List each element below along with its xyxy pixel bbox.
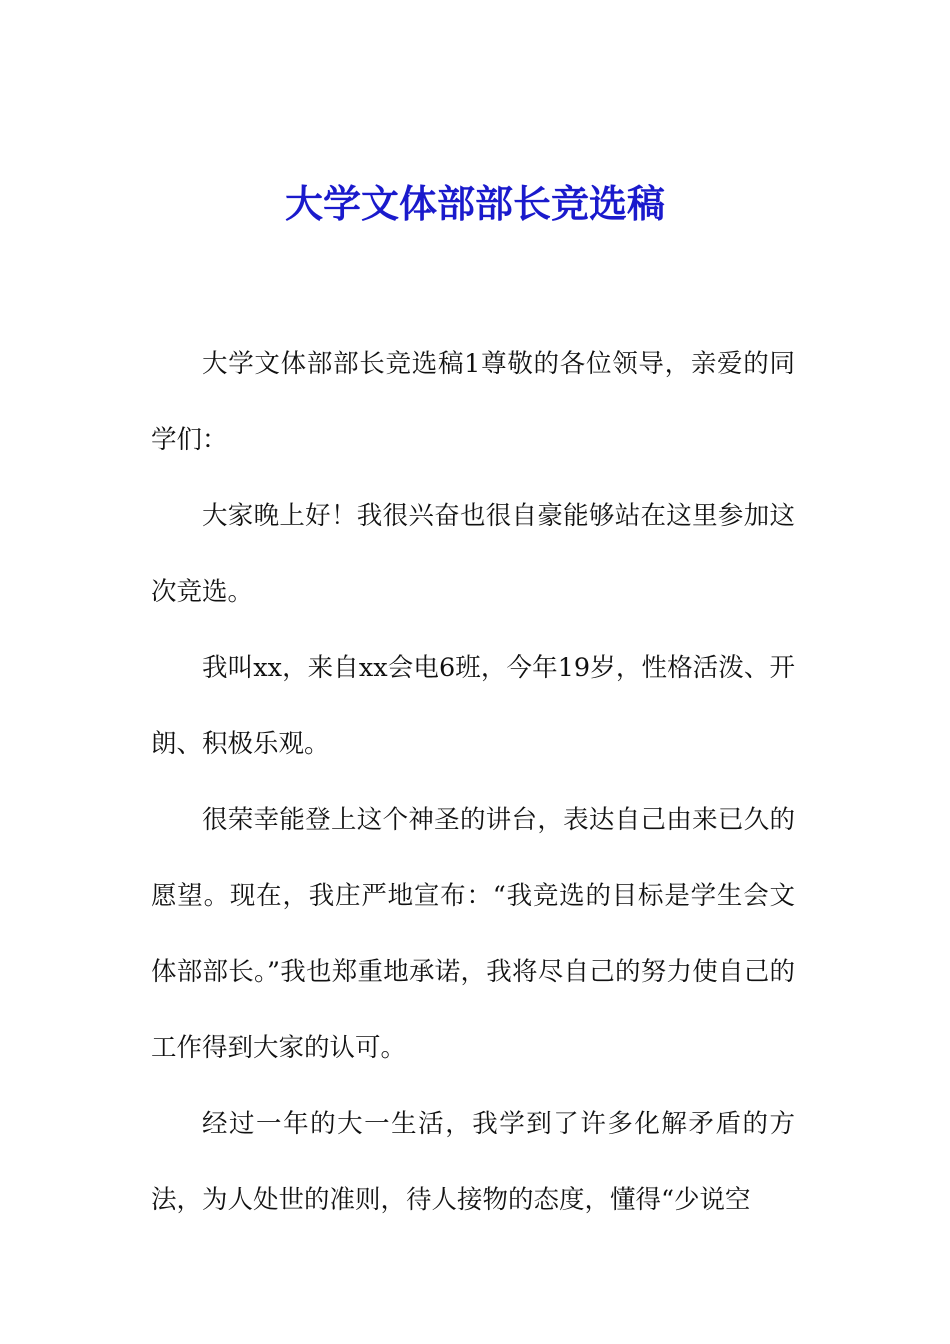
document-body: [151, 326, 795, 1238]
paragraph-opening: 大家晚上好！我很兴奋也很自豪能够站在这里参加这次竞选。: [151, 501, 795, 607]
paragraph-introduction: 我叫xx，来自xx会电6班，今年19岁，性格活泼、开朗、积极乐观。: [151, 653, 795, 759]
paragraph-experience: 经过一年的大一生活，我学到了许多化解矛盾的方法，为人处世的准则，待人接物的态度，懂得“少说空: [151, 1109, 795, 1215]
paragraph-declaration: 很荣幸能登上这个神圣的讲台，表达自己由来已久的愿望。现在，我庄严地宣布：“我竞选的目标是学生会文体部部长。”我也郑重地承诺，我将尽自己的努力使自己的工作得到大家的认可。: [151, 805, 795, 1063]
paragraph-greeting: 大学文体部部长竞选稿1尊敬的各位领导，亲爱的同学们：: [151, 349, 795, 455]
document-title: 大学文体部部长竞选稿: [284, 181, 665, 226]
